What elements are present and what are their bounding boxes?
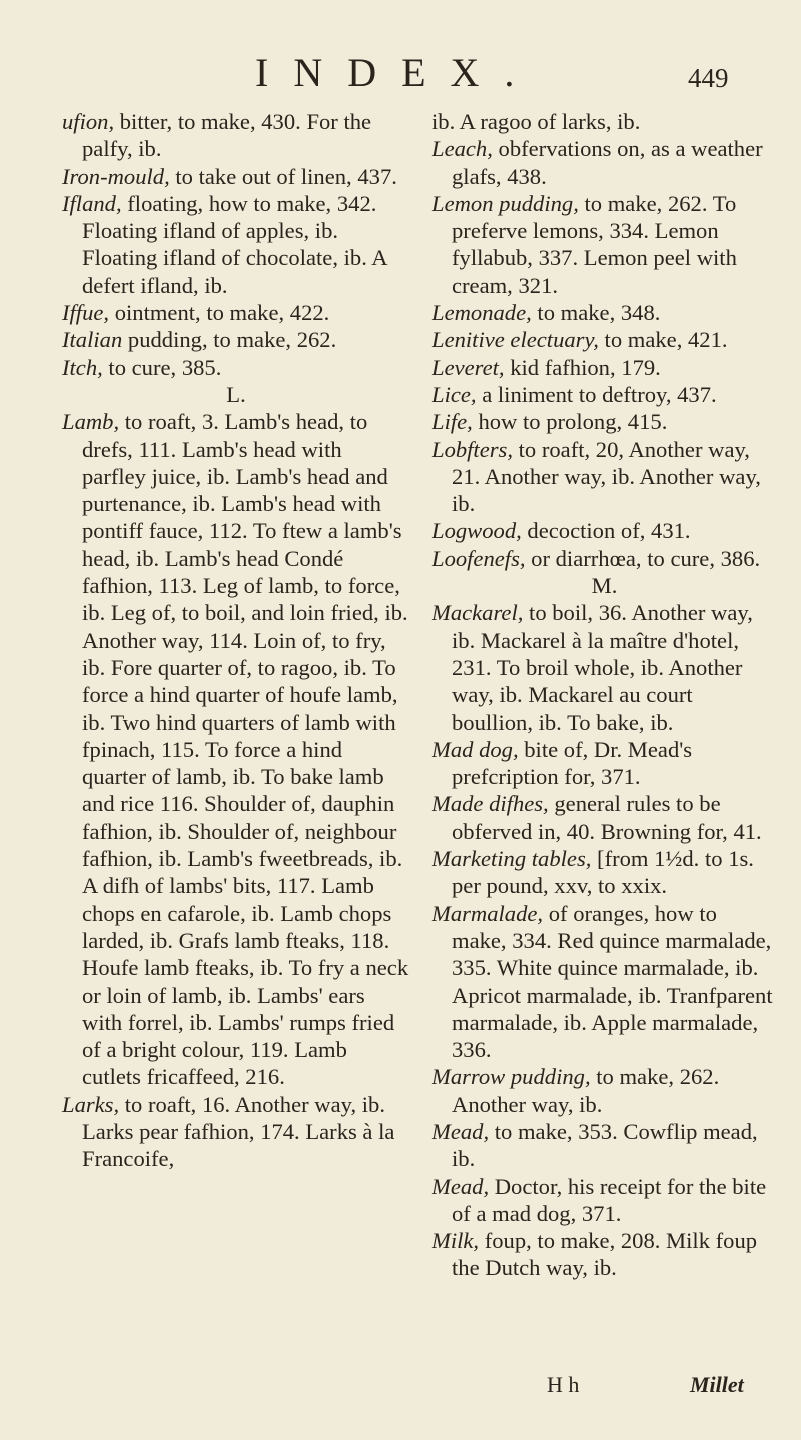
index-entry — [432, 135, 777, 190]
entry-term: ufion, — [62, 109, 115, 134]
entry-text: or diarrhœa, to cure, 386. — [525, 545, 761, 571]
index-entry — [62, 108, 410, 163]
entry-text: obfervations on, as a weather glafs, 438. — [452, 136, 763, 189]
entry-text: to make, 348. — [531, 300, 661, 326]
page-number: 449 — [688, 63, 729, 93]
entry-text: to make, 421. — [598, 327, 728, 353]
left-column — [62, 108, 410, 1173]
entry-text: to roaft, 20, Another way, 21. Another way, ib. Another way, ib. — [452, 436, 761, 517]
entry-term: Lemonade, — [432, 300, 532, 326]
entry-term: Life, — [432, 409, 473, 435]
index-entry — [432, 736, 777, 791]
section-letter: M. — [591, 573, 618, 599]
entry-term: Mackarel, — [432, 600, 524, 626]
signature-mark: H h — [547, 1372, 580, 1397]
page-header — [0, 48, 801, 98]
section-letter: L. — [226, 381, 246, 407]
entry-term: Iron-mould, — [62, 163, 170, 189]
entry-term: Lice, — [432, 381, 477, 407]
index-entry — [62, 1091, 410, 1173]
entry-term: Leveret, — [432, 354, 505, 380]
entry-text: to take out of linen, 437. — [169, 163, 397, 189]
entry-term: Itch, — [62, 354, 103, 380]
entry-term: Ifland, — [62, 190, 122, 216]
index-entry — [432, 1173, 777, 1228]
entry-text: decoction of, 431. — [521, 518, 691, 544]
index-entry — [432, 108, 777, 135]
index-entry — [432, 599, 777, 735]
index-entry — [62, 354, 410, 381]
index-entry — [62, 408, 410, 1090]
index-entry — [432, 326, 777, 353]
index-entry — [432, 1227, 777, 1282]
entry-term: Larks, — [62, 1091, 120, 1117]
index-entry — [432, 354, 777, 381]
entry-term: Mead, — [432, 1173, 490, 1199]
entry-term: Lemon pudding, — [432, 190, 579, 216]
right-column — [432, 108, 777, 1282]
entry-term: Italian — [62, 327, 123, 353]
index-entry — [432, 381, 777, 408]
index-entry — [432, 299, 777, 326]
index-entry — [432, 190, 777, 299]
entry-text: foup, to make, 208. Milk foup the Dutch way, ib. — [452, 1228, 758, 1281]
entry-text: to boil, 36. Another way, ib. Mackarel à la maître d'hotel, 231. To broil whole, ib. Another way, ib. Mackarel au court boullion, ib. To bake, ib. — [452, 600, 753, 735]
index-entry — [432, 1063, 777, 1118]
entry-text: kid fafhion, 179. — [504, 354, 661, 380]
index-entry — [62, 299, 410, 326]
entry-text: bitter, to make, 430. For the palfy, ib. — [82, 109, 372, 162]
entry-term: Mad dog, — [432, 736, 519, 762]
index-entry — [432, 790, 777, 845]
entry-term: Marmalade, — [432, 900, 544, 926]
index-entry — [432, 1118, 777, 1173]
entry-text: of oranges, how to make, 334. Red quince marmalade, 335. White quince marmalade, ib. Apricot marmalade, ib. Tranfparent marmalade, ib. Apple marmalade, 336. — [452, 900, 773, 1063]
entry-term: Lobfters, — [432, 436, 513, 462]
index-entry — [432, 436, 777, 518]
entry-text: to cure, 385. — [102, 354, 222, 380]
entry-term: Mead, — [432, 1118, 490, 1144]
index-entry — [432, 545, 777, 572]
entry-term: Logwood, — [432, 518, 522, 544]
entry-text: a liniment to deftroy, 437. — [476, 381, 717, 407]
index-entry — [432, 845, 777, 900]
entry-text: pudding, to make, 262. — [122, 327, 337, 353]
index-entry — [432, 517, 777, 544]
entry-text: Doctor, his receipt for the bite of a mad dog, 371. — [452, 1173, 767, 1226]
entry-term: Leach, — [432, 136, 493, 162]
entry-term: Marketing tables, — [432, 846, 592, 872]
index-entry — [432, 408, 777, 435]
entry-term: Lenitive electuary, — [432, 327, 599, 353]
entry-text: [from 1½d. to 1s. per pound, xxv, to xxix. — [452, 846, 754, 899]
index-entry — [62, 190, 410, 299]
entry-term: Lamb, — [62, 409, 120, 435]
entry-text: to make, 262. To preferve lemons, 334. Lemon fyllabub, 337. Lemon peel with cream, 321. — [452, 190, 737, 298]
entry-text: ointment, to make, 422. — [109, 300, 330, 326]
entry-term: Loofenefs, — [432, 545, 526, 571]
index-entry — [62, 326, 410, 353]
index-title: INDEX. — [255, 50, 540, 95]
entry-text: floating, how to make, 342. Floating ifland of apples, ib. Floating ifland of chocolate, ib. A defert ifland, ib. — [82, 190, 387, 298]
entry-text: ib. A ragoo of larks, ib. — [432, 109, 641, 134]
entry-term: Iffue, — [62, 300, 110, 326]
entry-term: Milk, — [432, 1228, 480, 1254]
entry-term: Marrow pudding, — [432, 1064, 591, 1090]
entry-text: general rules to be obferved in, 40. Browning for, 41. — [452, 791, 762, 844]
catchword: Millet — [690, 1372, 744, 1397]
entry-text: to make, 262. Another way, ib. — [452, 1064, 720, 1117]
entry-text: bite of, Dr. Mead's prefcription for, 371. — [452, 736, 693, 790]
index-entry — [432, 900, 777, 1064]
entry-text: to roaft, 16. Another way, ib. Larks pear fafhion, 174. Larks à la Francoife, — [82, 1091, 395, 1172]
entry-text: to roaft, 3. Lamb's head, to drefs, 111. Lamb's head with parfley juice, ib. Lamb's head and purtenance, ib. Lamb's head with pontiff fauce, 112. To ftew a lamb's head, ib. Lamb's head Condé fafhion, 113. Leg of lamb, to force, ib. Leg of, to boil, and loin fried, ib. Another way, 114. Loin of, to fry, ib. Fore quarter of, to ragoo, ib. To force a hind quarter of houfe lamb, ib. Two hind quarters of lamb with fpinach, 115. To force a hind quarter of lamb, ib. To bake lamb and rice 116. Shoulder of, dauphin fafhion, ib. Shoulder of, neighbour fafhion, ib. Lamb's fweetbreads, ib. A difh of lambs' bits, 117. Lamb chops en cafarole, ib. Lamb chops larded, ib. Grafs lamb fteaks, 118. Houfe lamb fteaks, ib. To fry a neck or loin of lamb, ib. Lambs' ears with forrel, ib. Lambs' rumps fried of a bright colour, 119. Lamb cutlets fricaffeed, 216. — [82, 409, 409, 1090]
entry-term: Made difhes, — [432, 791, 549, 817]
index-entry — [62, 163, 410, 190]
entry-text: how to prolong, 415. — [472, 409, 668, 435]
entry-text: to make, 353. Cowflip mead, ib. — [452, 1118, 758, 1172]
